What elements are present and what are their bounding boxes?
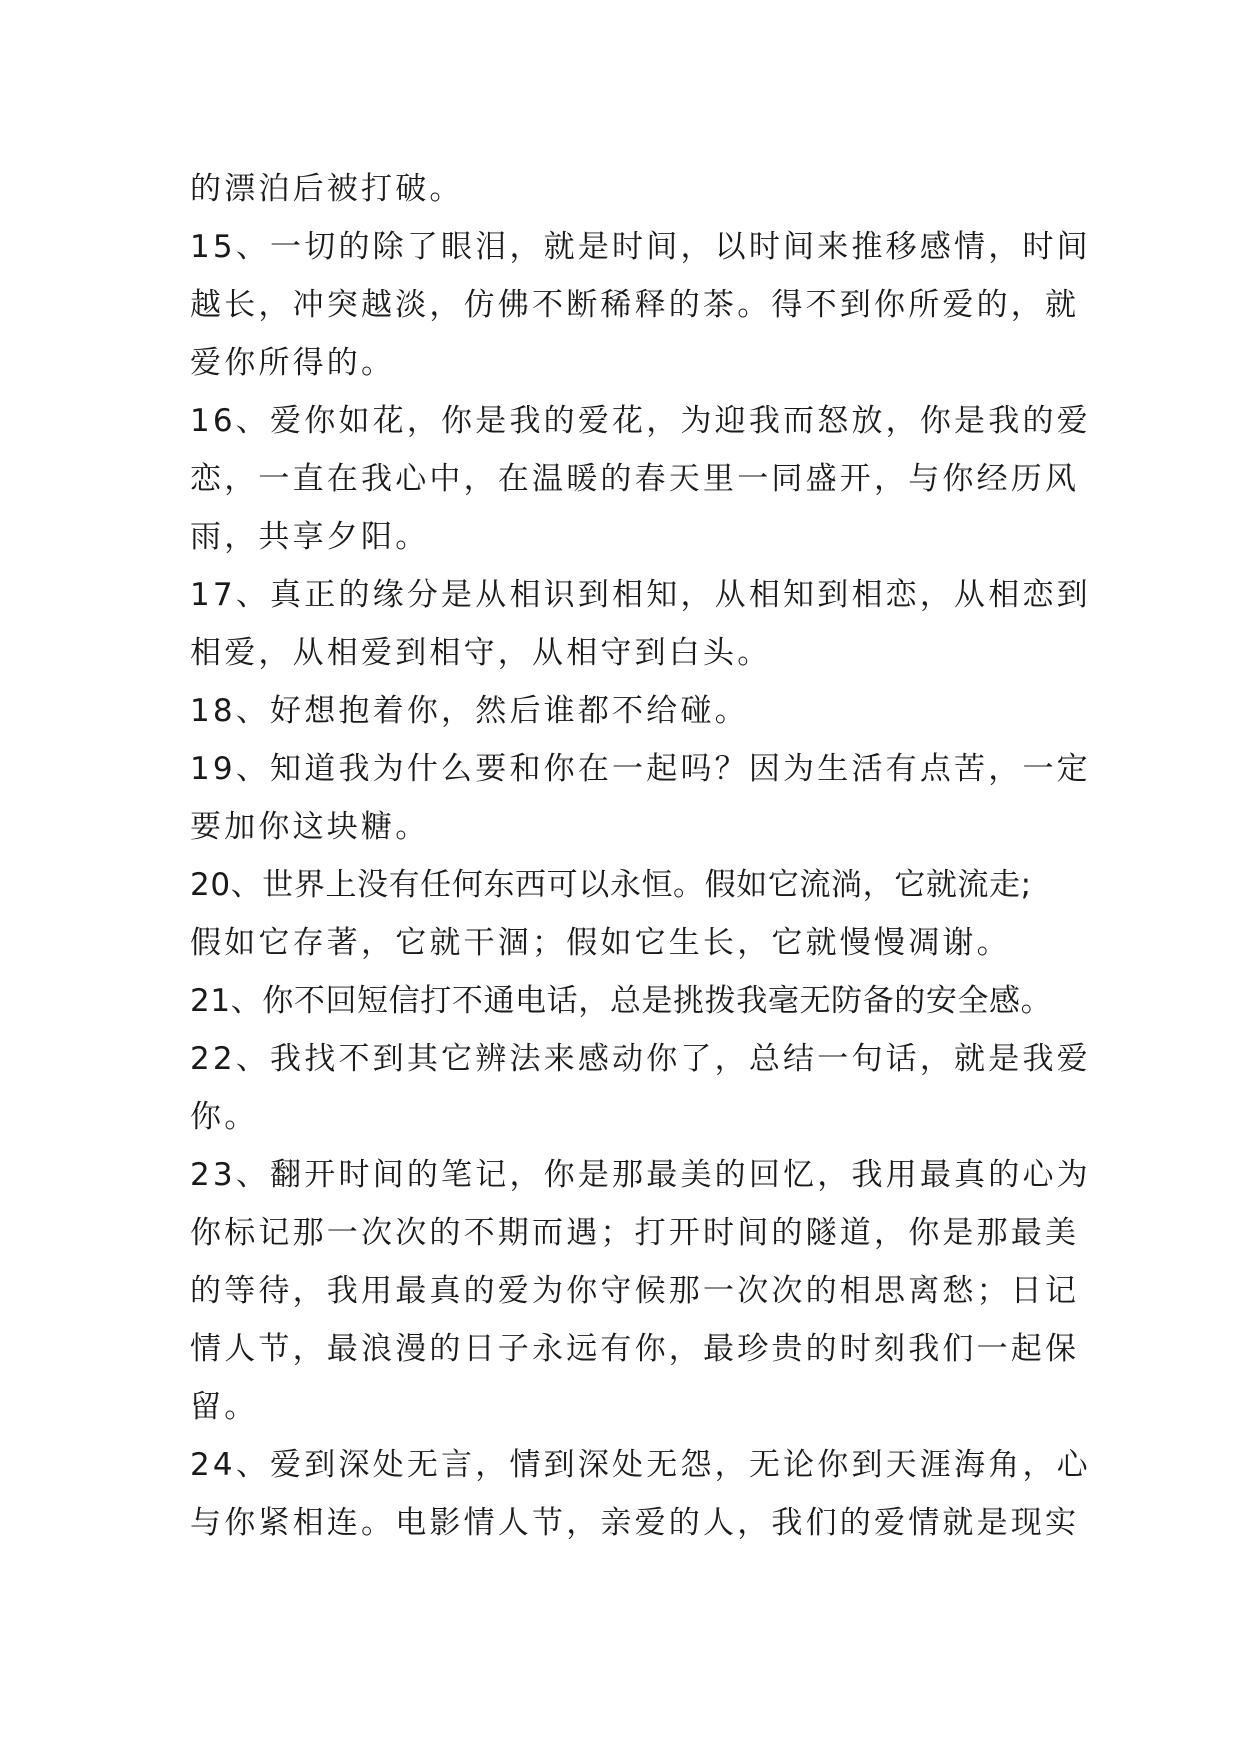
text-line: 17、真正的缘分是从相识到相知，从相知到相恋，从相恋到 [190, 577, 1091, 613]
text-line: 20、世界上没有任何东西可以永恒。假如它流淌，它就流走; [190, 867, 1032, 903]
text-line: 你。 [190, 1099, 259, 1135]
text-line: 16、爱你如花，你是我的爱花，为迎我而怒放，你是我的爱 [190, 403, 1091, 439]
text-line: 与你紧相连。电影情人节，亲爱的人，我们的爱情就是现实 [190, 1505, 1080, 1541]
document-body [190, 160, 1091, 1552]
text-line: 22、我找不到其它辨法来感动你了，总结一句话，就是我爱 [190, 1041, 1091, 1077]
text-line: 18、好想抱着你，然后谁都不给碰。 [190, 693, 749, 729]
text-line: 23、翻开时间的笔记，你是那最美的回忆，我用最真的心为 [190, 1157, 1091, 1193]
text-line: 留。 [190, 1389, 259, 1425]
text-line: 的等待，我用最真的爱为你守候那一次次的相思离愁；日记 [190, 1273, 1080, 1309]
text-line: 爱你所得的。 [190, 345, 396, 381]
text-line: 要加你这块糖。 [190, 809, 430, 845]
text-line: 相爱，从相爱到相守，从相守到白头。 [190, 635, 772, 671]
text-line: 24、爱到深处无言，情到深处无怨，无论你到天涯海角，心 [190, 1447, 1091, 1483]
text-line: 假如它存著，它就干涸；假如它生长，它就慢慢凋谢。 [190, 925, 1011, 961]
text-line: 19、知道我为什么要和你在一起吗？因为生活有点苦，一定 [190, 751, 1091, 787]
text-line: 越长，冲突越淡，仿佛不断稀释的茶。得不到你所爱的，就 [190, 287, 1080, 323]
text-line: 雨，共享夕阳。 [190, 519, 430, 555]
text-line: 恋，一直在我心中，在温暖的春天里一同盛开，与你经历风 [190, 461, 1080, 497]
text-line: 的漂泊后被打破。 [190, 171, 464, 207]
text-line: 你标记那一次次的不期而遇；打开时间的隧道，你是那最美 [190, 1215, 1080, 1251]
text-line: 15、一切的除了眼泪，就是时间，以时间来推移感情，时间 [190, 229, 1091, 265]
text-line: 21、你不回短信打不通电话，总是挑拨我毫无防备的安全感。 [190, 983, 1053, 1019]
text-line: 情人节，最浪漫的日子永远有你，最珍贵的时刻我们一起保 [190, 1331, 1080, 1367]
